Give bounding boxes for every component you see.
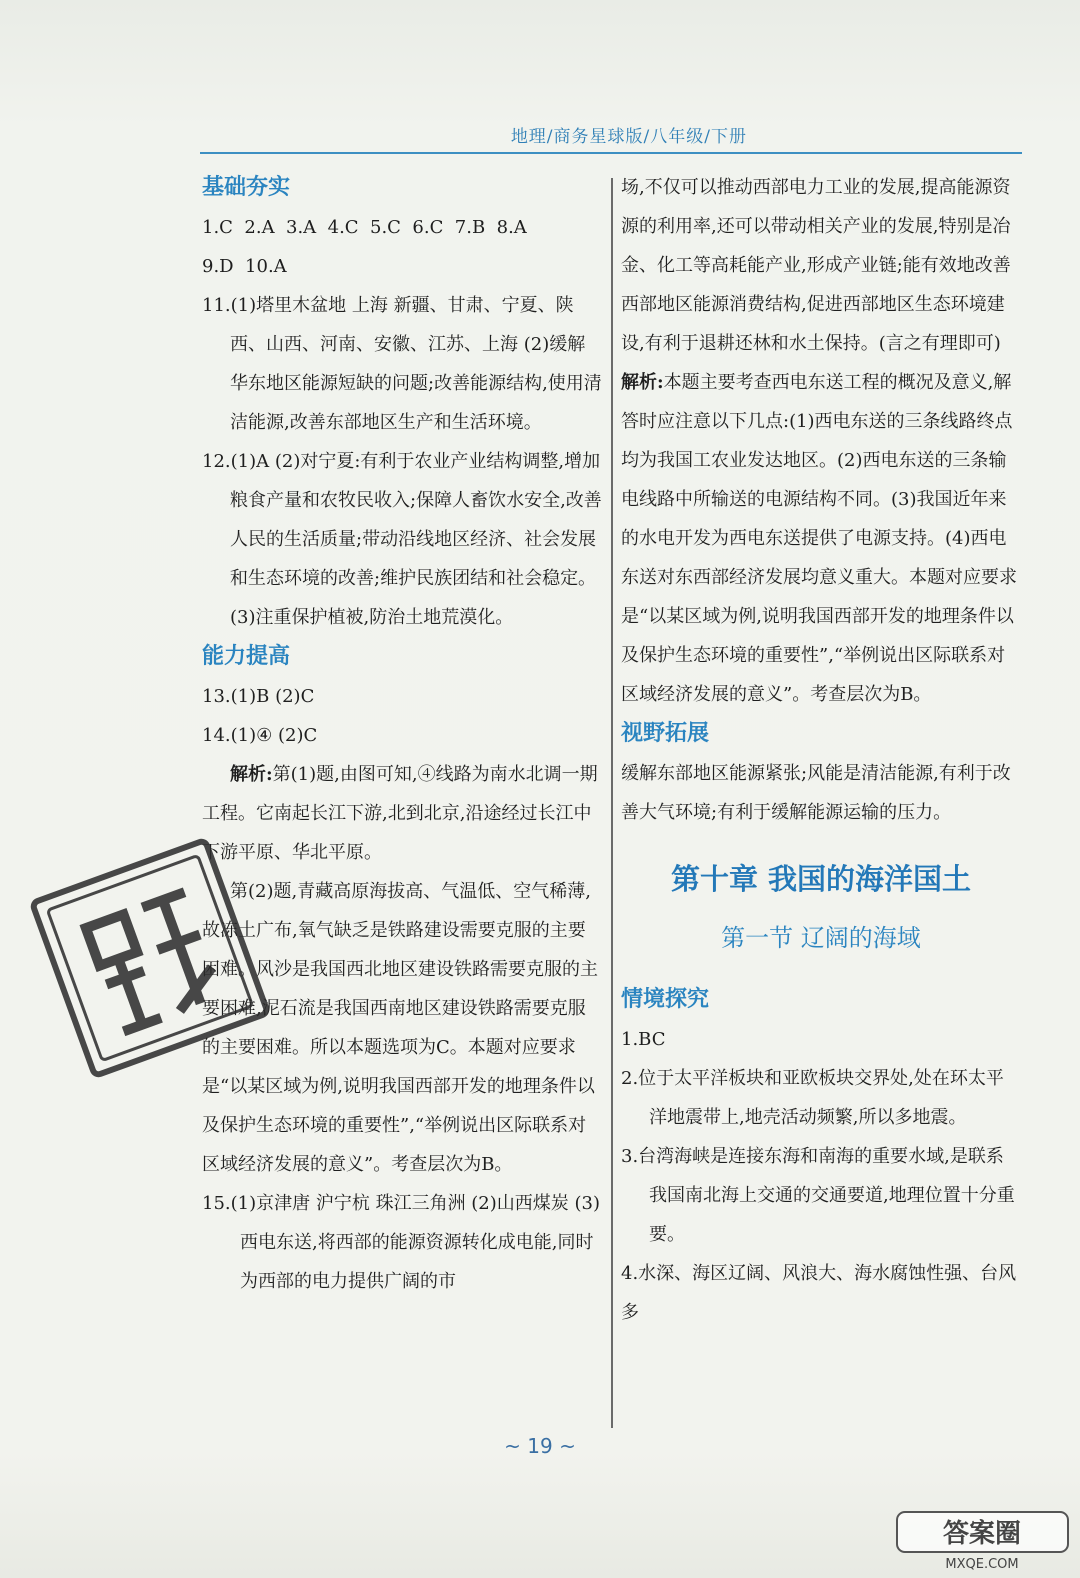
answer-4: 4.水深、海区辽阔、风浪大、海水腐蚀性强、台风多 [621,1263,1017,1323]
left-column [202,168,602,1301]
answer-q13: 13.(1)B (2)C [202,686,315,707]
explanation-text: 本题主要考查西电东送工程的概况及意义,解答时应注意以下几点:(1)西电东送的三条线路终点均为我国工农业发达地区。(2)西电东送的三条输电线路中所输送的电源结构不同。(3)我国近年来的水电开发为西电东送提供了电源支持。(4)西电东送对东西部经济发展均意义重大。本题对应要求是“以某区域为例,说明我国西部开发的地理条件以及保护生态环境的重要性”,“举例说出区际联系对区域经济发展的意义”。考查层次为B。 [621,372,1017,705]
q15-continuation: 场,不仅可以推动西部电力工业的发展,提高能源资源的利用率,还可以带动相关产业的发展,特别是冶金、化工等高耗能产业,形成产业链;能有效地改善西部地区能源消费结构,促进西部地区生态环境建设,有利于退耕还林和水土保持。(言之有理即可) [621,177,1011,354]
explanation-text-1: 第(1)题,由图可知,④线路为南水北调一期工程。它南起长江下游,北到北京,沿途经过长江中下游平原、华北平原。 [202,764,598,863]
q14-explanation-2: 第(2)题,青藏高原海拔高、气温低、空气稀薄,故冻土广布,氧气缺乏是铁路建设需要克服的主要困难。风沙是我国西北地区建设铁路需要克服的主要困难,泥石流是我国西南地区建设铁路需要克服的主要困难。所以本题选项为C。本题对应要求是“以某区域为例,说明我国西部开发的地理条件以及保护生态环境的重要性”,“举例说出区际联系对区域经济发展的意义”。考查层次为B。 [202,881,598,1175]
answer-3: 3.台湾海峡是连接东海和南海的重要水域,是联系我国南北海上交通的交通要道,地理位置十分重要。 [621,1146,1015,1245]
column-divider [611,178,613,1428]
chapter-title: 第十章 我国的海洋国土 [670,862,972,896]
svg-text:答案圈: 答案圈 [942,1519,1022,1549]
answer-q12: 12.(1)A (2)对宁夏:有利于农业产业结构调整,增加粮食产量和农牧民收入;保障人畜饮水安全,改善人民的生活质量;带动沿线地区经济、社会发展和生态环境的改善;维护民族团结和社会稳定。 (3)注重保护植被,防治土地荒漠化。 [202,451,602,628]
explanation-label: 解析: [621,372,664,393]
running-header [200,118,1022,154]
answer-q15: 15.(1)京津唐 沪宁杭 珠江三角洲 (2)山西煤炭 (3)西电东送,将西部的能源资源转化成电能,同时为西部的电力提供广阔的市 [202,1193,601,1292]
header-title: 地理/商务星球版/八年级/下册 [510,127,747,147]
explanation-label: 解析: [230,764,273,785]
page-number: ~ 19 ~ [504,1434,576,1458]
section-heading-nengli: 能力提高 [202,644,291,669]
shiye-answer: 缓解东部地区能源紧张;风能是清洁能源,有利于改善大气环境;有利于缓解能源运输的压力。 [621,763,1011,823]
section-title: 第一节 辽阔的海域 [721,924,921,952]
answer-q11: 11.(1)塔里木盆地 上海 新疆、甘肃、宁夏、陕西、山西、河南、安徽、江苏、上海 (2)缓解华东地区能源短缺的问题;改善能源结构,使用清洁能源,改善东部地区生产和生活环境。 [202,295,602,433]
watermark-stamp [30,838,270,1078]
q15-explanation [621,363,1021,714]
section-heading-qingjing: 情境探究 [621,987,710,1012]
answer-row-1: 1.C 2.A 3.A 4.C 5.C 6.C 7.B 8.A [202,217,527,238]
answer-2: 2.位于太平洋板块和亚欧板块交界处,处在环太平洋地震带上,地壳活动频繁,所以多地震。 [621,1068,1004,1128]
svg-text:MXQE.COM: MXQE.COM [945,1557,1019,1572]
section-heading-shiye: 视野拓展 [621,721,710,746]
answer-q14: 14.(1)④ (2)C [202,725,318,746]
right-column [621,168,1021,1332]
answer-row-2: 9.D 10.A [202,256,287,277]
answer-1: 1.BC [621,1029,666,1050]
site-logo [895,1510,1070,1572]
section-heading-jichu: 基础夯实 [202,175,291,200]
